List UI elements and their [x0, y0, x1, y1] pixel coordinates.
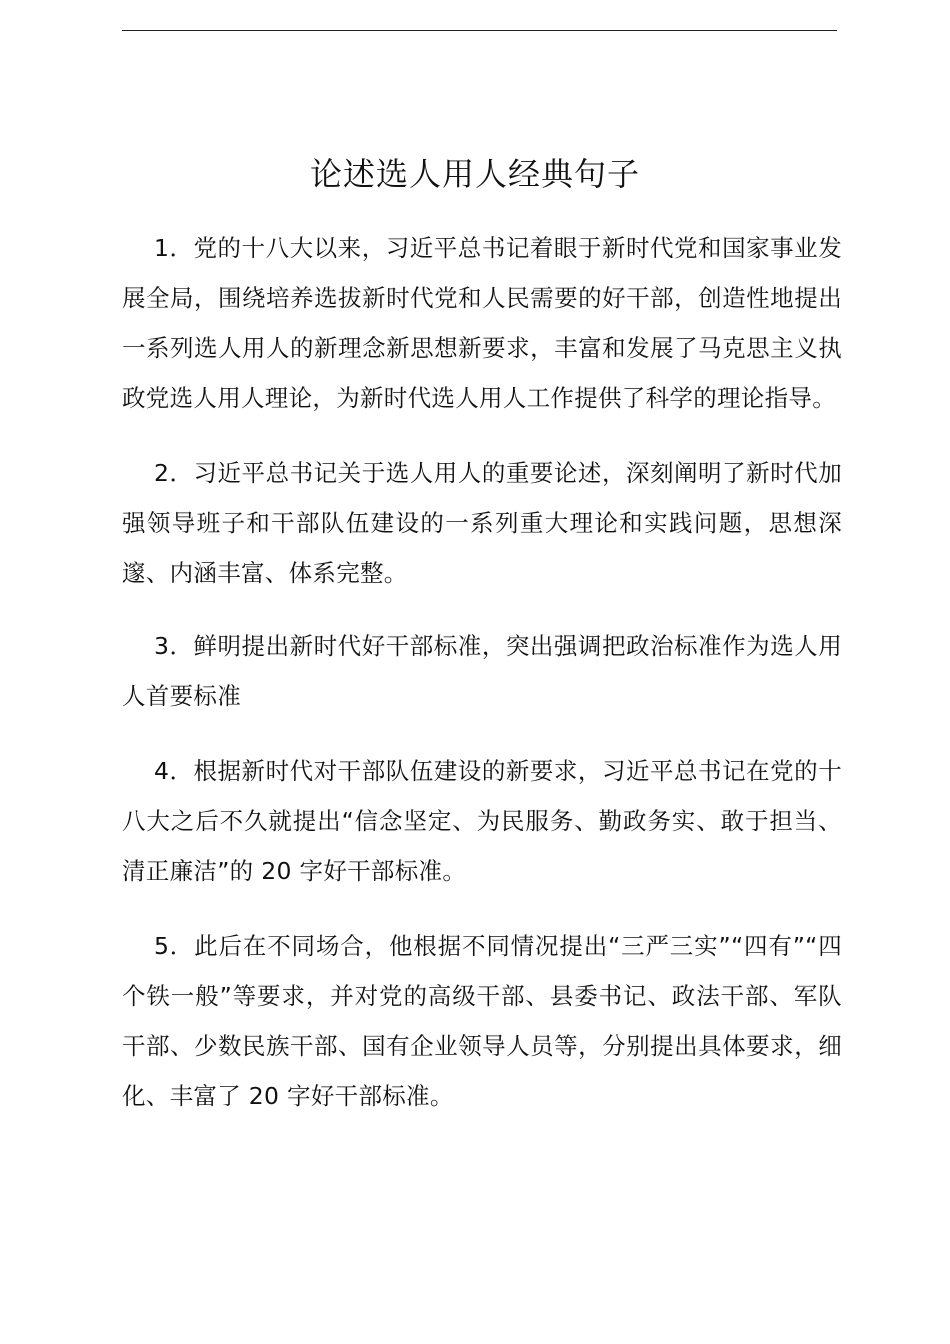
paragraph-4: 4．根据新时代对干部队伍建设的新要求，习近平总书记在党的十八大之后不久就提出“信念坚定、为民服务、勤政务实、敢于担当、清正廉洁”的 20 字好干部标准。 [122, 757, 842, 885]
paragraph-1: 1．党的十八大以来，习近平总书记着眼于新时代党和国家事业发展全局，围绕培养选拔新时代党和人民需要的好干部，创造性地提出一系列选人用人的新理念新思想新要求，丰富和发展了马克思主义执政党选人用人理论，为新时代选人用人工作提供了科学的理论指导。 [122, 234, 842, 412]
paragraph-3: 3．鲜明提出新时代好干部标准，突出强调把政治标准作为选人用人首要标准 [122, 632, 842, 710]
header-rule [122, 30, 837, 31]
document-body [122, 223, 842, 1146]
document-title: 论述选人用人经典句子 [309, 155, 640, 193]
paragraph-2: 2．习近平总书记关于选人用人的重要论述，深刻阐明了新时代加强领导班子和干部队伍建设的一系列重大理论和实践问题，思想深邃、内涵丰富、体系完整。 [122, 459, 842, 587]
paragraph-5: 5．此后在不同场合，他根据不同情况提出“三严三实”“四有”“四个铁一般”等要求，并对党的高级干部、县委书记、政法干部、军队干部、少数民族干部、国有企业领导人员等，分别提出具体要求，细化、丰富了 20 字好干部标准。 [122, 932, 842, 1110]
